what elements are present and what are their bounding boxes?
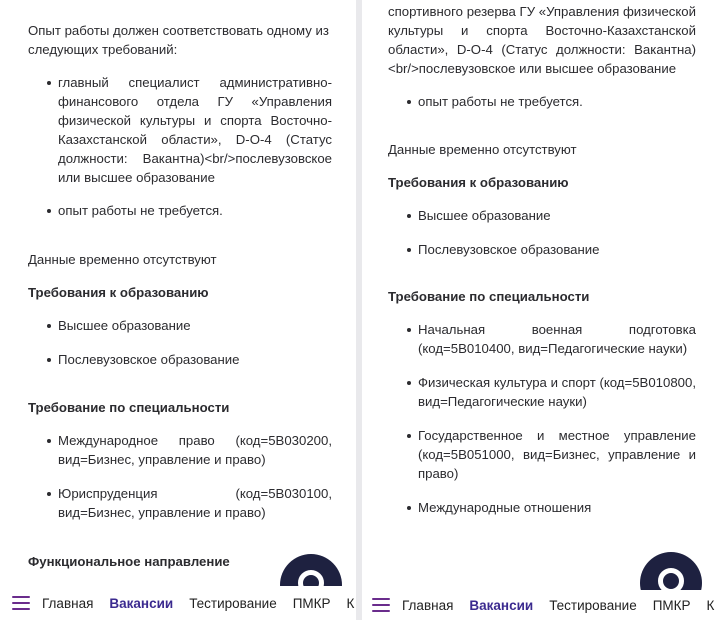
hamburger-menu-icon[interactable] <box>372 598 390 612</box>
nav-item-more[interactable]: К <box>346 595 355 611</box>
nav-item-more[interactable]: К <box>706 597 715 613</box>
experience-item: главный специалист административно-финансового отдела ГУ «Управления физической культуры и спорта Восточно-Казахстанской области», D-O-4 (Статус должности: Вакантна)<br/>послевузовское или высшее образование <box>28 73 332 187</box>
left-screenshot-panel <box>0 0 356 620</box>
experience-item-continued: спортивного резерва ГУ «Управления физической культуры и спорта Восточно-Казахстанской области», D-O-4 (Статус должности: Вакантна) <br/>послевузовское или высшее образование <box>388 4 696 76</box>
experience-item: опыт работы не требуется. <box>388 92 696 111</box>
right-screenshot-panel <box>362 0 720 620</box>
right-content <box>362 0 720 517</box>
specialty-item: Государственное и местное управление (код=5В051000, вид=Бизнес, управление и право) <box>388 426 696 483</box>
specialty-list <box>28 431 332 522</box>
education-heading: Требования к образованию <box>388 175 569 190</box>
nav-item-testing[interactable]: Тестирование <box>189 595 277 611</box>
nav-item-pmkr[interactable]: ПМКР <box>652 597 691 613</box>
specialty-heading: Требование по специальности <box>28 400 230 415</box>
specialty-item: Юриспруденция (код=5В030100, вид=Бизнес, управление и право) <box>28 484 332 522</box>
education-list <box>388 206 696 259</box>
specialty-item: Начальная военная подготовка (код=5В010400, вид=Педагогические науки) <box>388 320 696 358</box>
functional-heading: Функциональное направление <box>28 554 230 569</box>
specialty-item: Международные отношения <box>388 498 696 517</box>
nav-item-home[interactable]: Главная <box>42 595 94 611</box>
experience-item: опыт работы не требуется. <box>28 201 332 220</box>
bottom-navigation <box>362 590 720 620</box>
bottom-navigation <box>0 586 356 620</box>
experience-intro: Опыт работы должен соответствовать одному из следующих требований: <box>28 23 329 57</box>
education-item: Послевузовское образование <box>388 240 696 259</box>
no-data-text: Данные временно отсутствуют <box>388 142 577 157</box>
education-item: Послевузовское образование <box>28 350 332 369</box>
specialty-heading: Требование по специальности <box>388 289 590 304</box>
nav-item-home[interactable]: Главная <box>402 597 454 613</box>
specialty-list <box>388 320 696 517</box>
education-list <box>28 316 332 369</box>
experience-list <box>28 73 332 220</box>
education-item: Высшее образование <box>28 316 332 335</box>
nav-item-pmkr[interactable]: ПМКР <box>292 595 331 611</box>
nav-item-vacancies[interactable]: Вакансии <box>469 597 534 613</box>
education-item: Высшее образование <box>388 206 696 225</box>
specialty-item: Международное право (код=5В030200, вид=Бизнес, управление и право) <box>28 431 332 469</box>
hamburger-menu-icon[interactable] <box>12 596 30 610</box>
specialty-item: Физическая культура и спорт (код=5В010800, вид=Педагогические науки) <box>388 373 696 411</box>
experience-list <box>388 0 696 111</box>
education-heading: Требования к образованию <box>28 285 209 300</box>
nav-item-testing[interactable]: Тестирование <box>549 597 637 613</box>
left-content <box>0 0 356 571</box>
no-data-text: Данные временно отсутствуют <box>28 252 217 267</box>
nav-item-vacancies[interactable]: Вакансии <box>109 595 174 611</box>
